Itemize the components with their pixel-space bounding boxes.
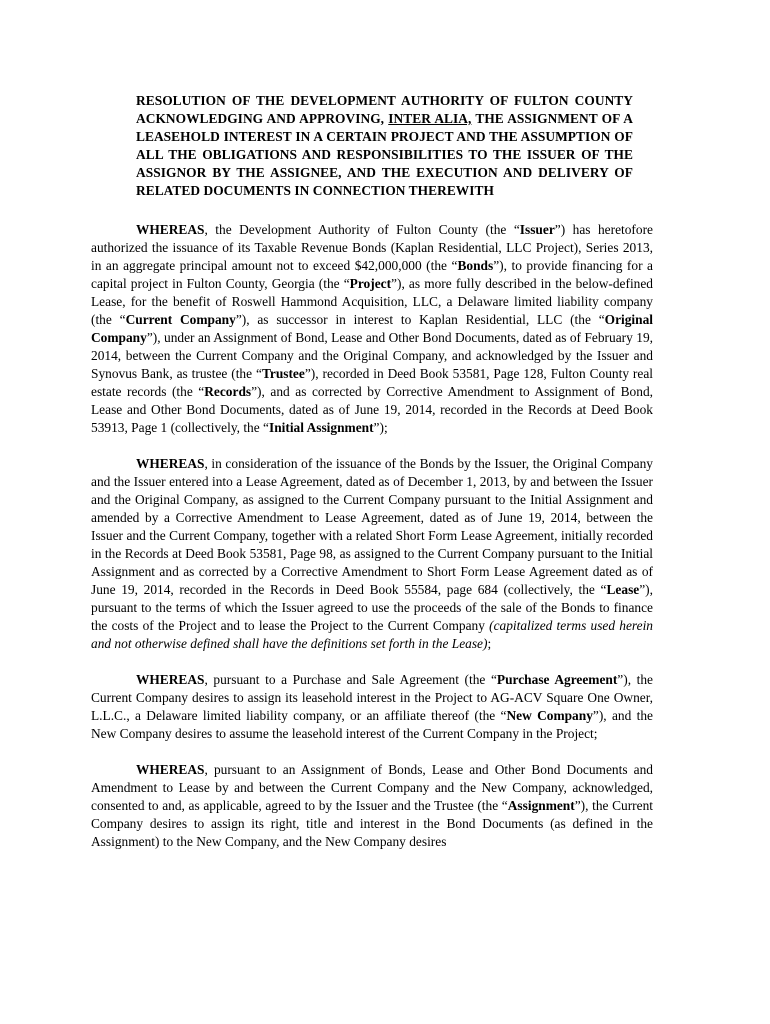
- defined-term-lease: Lease: [606, 582, 640, 597]
- paragraph-text: ”);: [373, 420, 388, 435]
- paragraph-text: ”), to provide financing for a capital project in Fulton County, Georgia (the “: [91, 258, 654, 291]
- defined-term-bonds: Bonds: [457, 258, 494, 273]
- whereas-paragraph-1: [91, 221, 653, 437]
- paragraph-text: ”), recorded in Deed Book 53581, Page 128, Fulton County real estate records (the “: [91, 366, 653, 399]
- defined-term-trustee: Trustee: [261, 366, 305, 381]
- paragraph-text: , in consideration of the issuance of the Bonds by the Issuer, the Original Company and the Issuer entered into a Lease Agreement, dated as of December 1, 2013, by and between the Issuer and the Original Company, as assigned to the Current Company pursuant to the Initial Assignment and amended by a Corrective Amendment to Lease Agreement, dated as of June 19, 2014, between the Issuer and the Current Company, together with a related Short Form Lease Agreement, initially recorded in the Records at Deed Book 53581, Page 98, as assigned to the Current Company pursuant to the Initial Assignment and as corrected by a Corrective Amendment to Short Form Lease Agreement dated as of June 19, 2014, recorded in the Records in Deed Book 55584, page 684 (collectively, the “: [91, 456, 653, 597]
- defined-term-initial-assignment: Initial Assignment: [269, 420, 374, 435]
- paragraph-text: ”), pursuant to the terms of which the Issuer agreed to use the proceeds of the sale of the Bonds to finance the costs of the Project and to lease the Project to the Current Company: [91, 582, 653, 633]
- paragraph-text: ”), and as corrected by Corrective Amendment to Assignment of Bond, Lease and Other Bond Documents, dated as of June 19, 2014, recorded in the Records at Deed Book 53913, Page 1 (collectively, the “: [91, 384, 653, 435]
- resolution-title: [136, 92, 633, 200]
- whereas-label: WHEREAS: [136, 456, 205, 471]
- whereas-paragraph-2: [91, 455, 653, 653]
- paragraph-text: , pursuant to a Purchase and Sale Agreement (the “: [204, 672, 497, 687]
- capitalized-terms-note: (capitalized terms used herein and not otherwise defined shall have the definitions set forth in the Lease): [91, 618, 653, 651]
- whereas-label: WHEREAS: [136, 762, 205, 777]
- title-part-2: THE ASSIGNMENT OF A LEASEHOLD INTEREST IN A CERTAIN PROJECT AND THE ASSUMPTION OF ALL THE OBLIGATIONS AND RESPONSIBILITIES TO THE ISSUER OF THE ASSIGNOR BY THE ASSIGNEE, AND THE EXECUTION AND DELIVERY OF RELATED DOCUMENTS IN CONNECTION THEREWITH: [136, 111, 634, 198]
- defined-term-original-company: Original Company: [91, 312, 654, 345]
- paragraph-text: ”), the Current Company desires to assign its right, title and interest in the Bond Documents (as defined in the Assignment) to the New Company, and the New Company desires: [91, 798, 653, 849]
- paragraph-text: ;: [487, 636, 492, 651]
- paragraph-text: ”), as more fully described in the below-defined Lease, for the benefit of Roswell Hammond Acquisition, LLC, a Delaware limited liability company (the “: [91, 276, 654, 327]
- whereas-label: WHEREAS: [136, 222, 205, 237]
- defined-term-records: Records: [204, 384, 252, 399]
- paragraph-text: ”), as successor in interest to Kaplan Residential, LLC (the “: [235, 312, 605, 327]
- defined-term-issuer: Issuer: [519, 222, 555, 237]
- defined-term-current-company: Current Company: [125, 312, 236, 327]
- whereas-paragraph-4: [91, 761, 653, 851]
- defined-term-assignment: Assignment: [507, 798, 575, 813]
- defined-term-new-company: New Company: [506, 708, 593, 723]
- defined-term-project: Project: [349, 276, 392, 291]
- paragraph-text: ”), under an Assignment of Bond, Lease and Other Bond Documents, dated as of February 19, 2014, between the Current Company and the Original Company, and acknowledged by the Issuer and Synovus Bank, as trustee (the “: [91, 330, 653, 381]
- paragraph-text: ”) has heretofore authorized the issuance of its Taxable Revenue Bonds (Kaplan Residential, LLC Project), Series 2013, in an aggregate principal amount not to exceed $42,000,000 (the “: [91, 222, 653, 273]
- defined-term-purchase-agreement: Purchase Agreement: [496, 672, 618, 687]
- whereas-label: WHEREAS: [136, 672, 205, 687]
- title-part-1: RESOLUTION OF THE DEVELOPMENT AUTHORITY OF FULTON COUNTY ACKNOWLEDGING AND APPROVING,: [136, 93, 633, 126]
- whereas-paragraph-3: [91, 671, 653, 743]
- document-page: [91, 92, 653, 851]
- paragraph-text: , pursuant to an Assignment of Bonds, Lease and Other Bond Documents and Amendment to Lease by and between the Current Company and the New Company, acknowledged, consented to and, as applicable, agreed to by the Issuer and the Trustee (the “: [91, 762, 653, 813]
- title-inter-alia: INTER ALIA,: [388, 111, 472, 126]
- paragraph-text: , the Development Authority of Fulton County (the “: [204, 222, 520, 237]
- paragraph-text: ”), the Current Company desires to assign its leasehold interest in the Project to AG-ACV Square One Owner, L.L.C., a Delaware limited liability company, or an affiliate thereof (the “: [91, 672, 654, 723]
- paragraph-text: ”), and the New Company desires to assume the leasehold interest of the Current Company in the Project;: [91, 708, 653, 741]
